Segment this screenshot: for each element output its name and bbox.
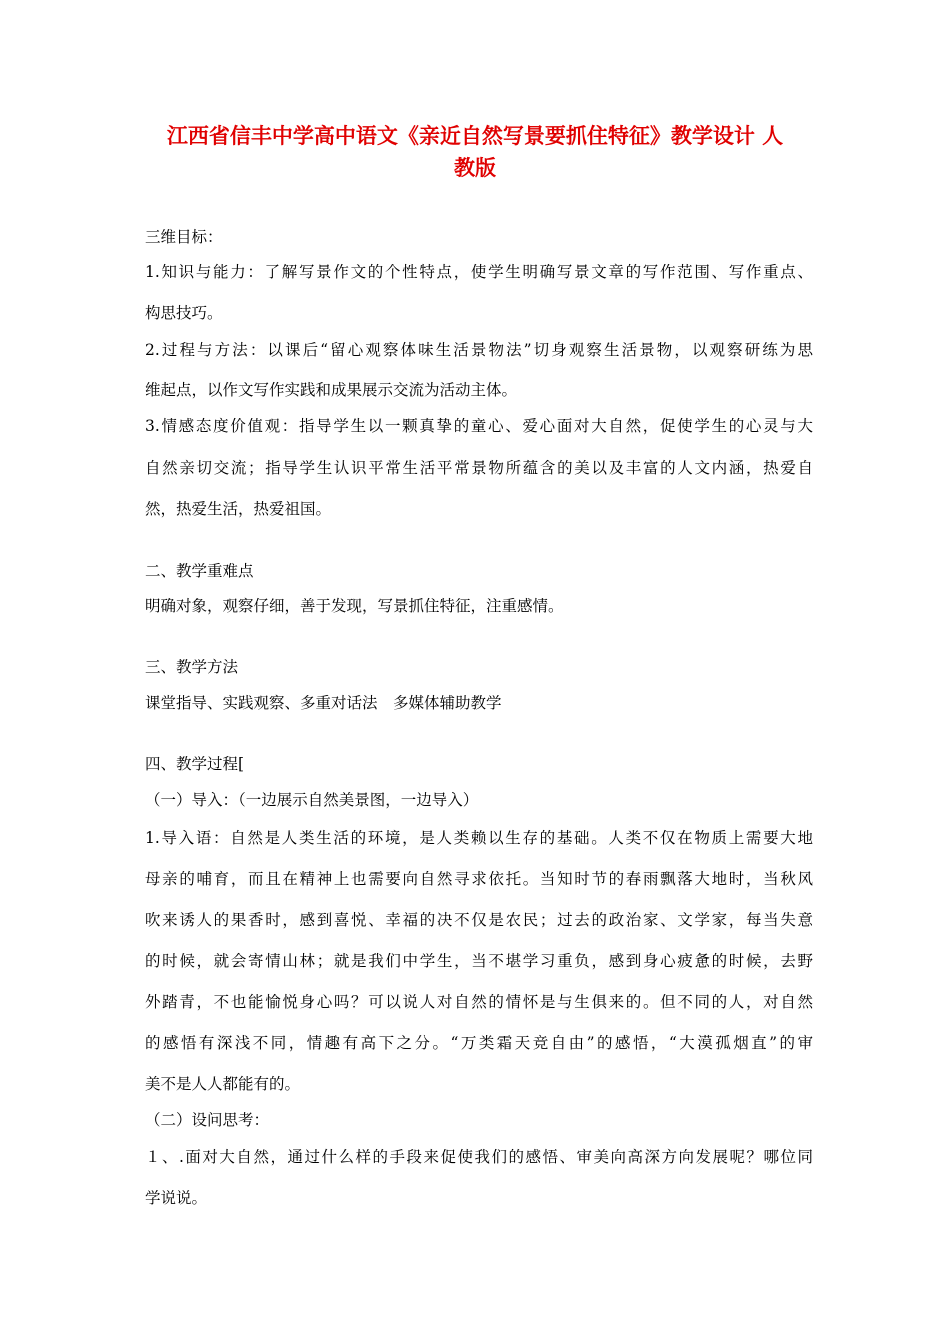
question-heading: （二）设问思考：	[145, 1111, 270, 1129]
intro-line-7: 美不是人人都能有的。	[145, 1075, 301, 1093]
key-points-text: 明确对象，观察仔细，善于发现，写景抓住特征，注重感情。	[145, 597, 564, 615]
document-title	[140, 120, 810, 184]
goals-heading: 三维目标：	[145, 228, 223, 246]
key-points-heading: 二、教学重难点	[145, 562, 254, 580]
intro-line-3: 吹来诱人的果香时，感到喜悦、幸福的决不仅是农民；过去的政治家、文学家，每当失意	[145, 911, 813, 929]
process-heading: 四、教学过程[	[145, 755, 245, 773]
question-line-2: 学说说。	[145, 1189, 208, 1207]
intro-line-2: 母亲的哺育，而且在精神上也需要向自然寻求依托。当知时节的春雨飘落大地时，当秋风	[145, 870, 813, 888]
goal-knowledge-line-2: 构思技巧。	[145, 304, 223, 322]
goal-emotion-line-1: 3.情感态度价值观：指导学生以一颗真挚的童心、爱心面对大自然，促使学生的心灵与大	[145, 417, 813, 435]
goal-emotion-line-2: 自然亲切交流；指导学生认识平常生活平常景物所蕴含的美以及丰富的人文内涵，热爱自	[145, 459, 813, 477]
question-line-1: １、.面对大自然，通过什么样的手段来促使我们的感悟、审美向高深方向发展呢？哪位同	[145, 1148, 813, 1166]
goal-emotion-line-3: 然，热爱生活，热爱祖国。	[145, 500, 332, 518]
intro-line-6: 的感悟有深浅不同，情趣有高下之分。“万类霜天竞自由”的感悟，“大漠孤烟直”的审	[145, 1034, 813, 1052]
goal-knowledge-line-1: 1.知识与能力：了解写景作文的个性特点，使学生明确写景文章的写作范围、写作重点、	[145, 263, 813, 281]
title-line-1: 江西省信丰中学高中语文《亲近自然写景要抓住特征》教学设计 人	[166, 124, 784, 148]
intro-heading: （一）导入：（一边展示自然美景图，一边导入）	[145, 791, 479, 809]
intro-line-4: 的时候，就会寄情山林；就是我们中学生，当不堪学习重负，感到身心疲惫的时候，去野	[145, 952, 813, 970]
methods-text: 课堂指导、实践观察、多重对话法 多媒体辅助教学	[145, 694, 502, 712]
methods-heading: 三、教学方法	[145, 658, 239, 676]
title-line-2: 教版	[454, 156, 496, 180]
intro-line-5: 外踏青，不也能愉悦身心吗？可以说人对自然的情怀是与生俱来的。但不同的人，对自然	[145, 993, 813, 1011]
goal-process-line-1: 2.过程与方法：以课后“留心观察体味生活景物法”切身观察生活景物，以观察研练为思	[145, 341, 813, 359]
intro-line-1: 1.导入语：自然是人类生活的环境，是人类赖以生存的基础。人类不仅在物质上需要大地	[145, 829, 813, 847]
goal-process-line-2: 维起点，以作文写作实践和成果展示交流为活动主体。	[145, 381, 518, 399]
